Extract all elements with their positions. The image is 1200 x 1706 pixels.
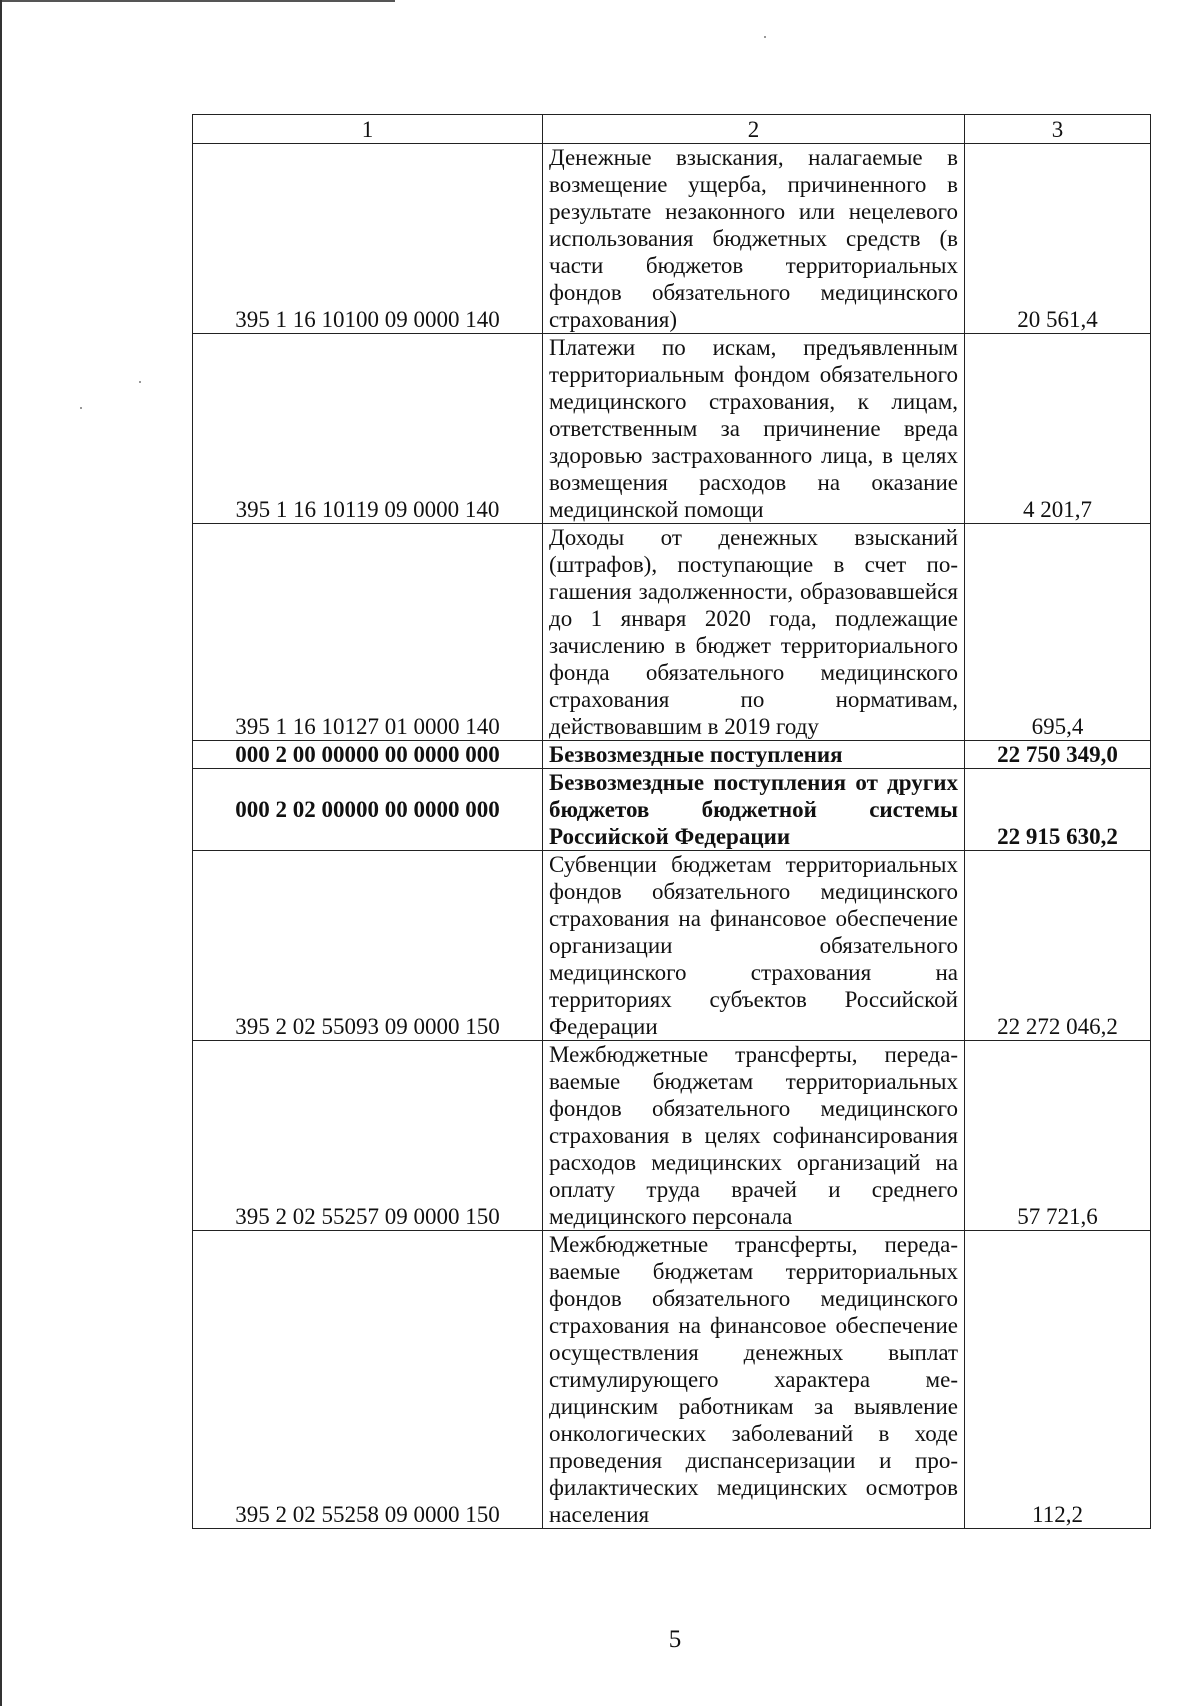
scan-edge-top	[0, 0, 395, 2]
amount: 695,4	[965, 524, 1151, 741]
table-row	[193, 1231, 1151, 1529]
amount: 20 561,4	[965, 144, 1151, 334]
budget-code: 395 1 16 10100 09 0000 140	[193, 144, 543, 334]
revenue-description: Денежные взыскания, налагаемые в возмещение ущерба, причиненного в результате незаконного или нецелевого использования бюджетных средств (в части бюджетов территориальных фондов обязательного медицинского страхования)	[543, 144, 965, 334]
revenue-description: Межбюджетные трансферты, передаваемые бюджетам территориальных фондов обязательного медицинского страхования в целях софинансирования расходов медицинских организаций на оплату труда врачей и среднего медицинского персонала	[543, 1041, 965, 1231]
budget-code: 395 2 02 55093 09 0000 150	[193, 851, 543, 1041]
column-header-code: 1	[193, 115, 543, 144]
budget-code: 395 1 16 10127 01 0000 140	[193, 524, 543, 741]
revenue-description: Субвенции бюджетам территориальных фондов обязательного медицинского страхования на финансовое обеспечение организации обязательного медицинского страхования на территориях субъектов Российской Федерации	[543, 851, 965, 1041]
amount: 22 915 630,2	[965, 769, 1151, 851]
scan-speck	[139, 381, 141, 383]
amount: 22 272 046,2	[965, 851, 1151, 1041]
revenue-description: Безвозмездные поступления от других бюджетов бюджетной системы Российской Федерации	[543, 769, 965, 851]
column-header-description: 2	[543, 115, 965, 144]
budget-revenue-table	[192, 114, 1151, 1529]
budget-code: 000 2 00 00000 00 0000 000	[193, 741, 543, 769]
amount: 57 721,6	[965, 1041, 1151, 1231]
table-row	[193, 524, 1151, 741]
page-number: 5	[668, 1626, 682, 1653]
table-row	[193, 851, 1151, 1041]
budget-code: 000 2 02 00000 00 0000 000	[193, 769, 543, 851]
amount: 112,2	[965, 1231, 1151, 1529]
column-header-amount: 3	[965, 115, 1151, 144]
table-row	[193, 334, 1151, 524]
scan-speck	[764, 36, 766, 38]
table-row-subtotal	[193, 769, 1151, 851]
amount: 22 750 349,0	[965, 741, 1151, 769]
scan-edge-left	[0, 0, 2, 1706]
table-row	[193, 1041, 1151, 1231]
revenue-description: Безвозмездные поступления	[543, 741, 965, 769]
table-header-row	[193, 115, 1151, 144]
budget-code: 395 2 02 55258 09 0000 150	[193, 1231, 543, 1529]
budget-code: 395 2 02 55257 09 0000 150	[193, 1041, 543, 1231]
revenue-description: Доходы от денежных взысканий (штрафов), поступающие в счет погашения задолженности, образовавшейся до 1 января 2020 года, подлежащие зачислению в бюджет территориального фонда обязательного медицинского страхования по нормативам, действовавшим в 2019 году	[543, 524, 965, 741]
table-row-total	[193, 741, 1151, 769]
amount: 4 201,7	[965, 334, 1151, 524]
table-row	[193, 144, 1151, 334]
revenue-description: Межбюджетные трансферты, передаваемые бюджетам территориальных фондов обязательного медицинского страхования на финансовое обеспечение осуществления денежных выплат стимулирующего характера медицинским работникам за выявление онкологических заболеваний в ходе проведения диспансеризации и профилактических медицинских осмотров населения	[543, 1231, 965, 1529]
budget-code: 395 1 16 10119 09 0000 140	[193, 334, 543, 524]
scan-speck	[80, 407, 82, 409]
revenue-description: Платежи по искам, предъявленным территориальным фондом обязательного медицинского страхования, к лицам, ответственным за причинение вреда здоровью застрахованного лица, в целях возмещения расходов на оказание медицинской помощи	[543, 334, 965, 524]
